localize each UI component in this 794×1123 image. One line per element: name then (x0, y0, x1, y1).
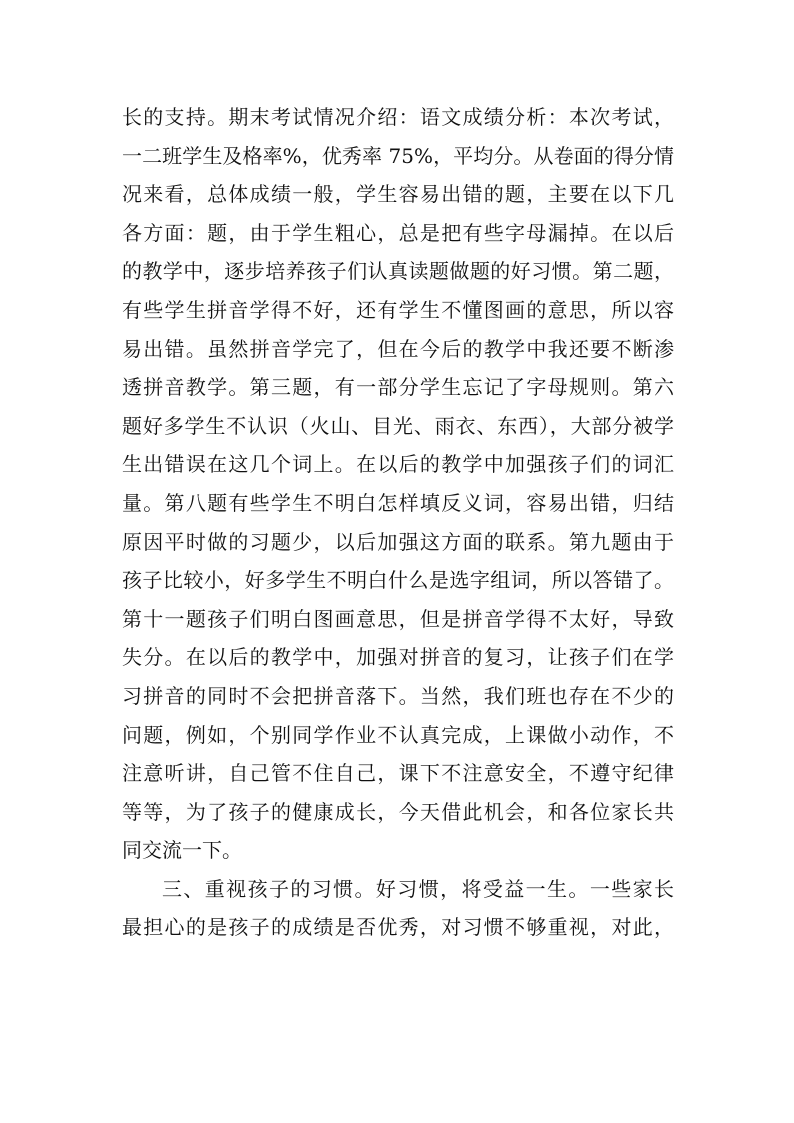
text-line: 透拼音教学。第三题，有一部分学生忘记了字母规则。第六 (122, 375, 674, 400)
text-line: 一二班学生及格率%，优秀率 75%，平均分。从卷面的得分情 (122, 143, 674, 168)
text-line: 失分。在以后的教学中，加强对拼音的复习，让孩子们在学 (122, 645, 674, 670)
text-line: 最担心的是孩子的成绩是否优秀，对习惯不够重视，对此， (122, 915, 674, 940)
text-line: 等等，为了孩子的健康成长，今天借此机会，和各位家长共 (122, 799, 674, 824)
text-line: 长的支持。期末考试情况介绍：语文成绩分析：本次考试， (122, 105, 674, 129)
text-line: 孩子比较小，好多学生不明白什么是选字组词，所以答错了。 (122, 568, 674, 593)
text-line: 况来看，总体成绩一般，学生容易出错的题，主要在以下几 (122, 182, 674, 207)
text-line: 有些学生拼音学得不好，还有学生不懂图画的意思，所以容 (122, 297, 674, 322)
text-line: 三、重视孩子的习惯。好习惯，将受益一生。一些家长 (162, 876, 674, 901)
text-line: 各方面：题，由于学生粗心，总是把有些字母漏掉。在以后 (122, 220, 674, 245)
text-line: 易出错。虽然拼音学完了，但在今后的教学中我还要不断渗 (122, 336, 674, 361)
text-line: 习拼音的同时不会把拼音落下。当然，我们班也存在不少的 (122, 683, 674, 708)
paragraph-exam-analysis (122, 98, 674, 870)
text-line: 的教学中，逐步培养孩子们认真读题做题的好习惯。第二题， (122, 259, 674, 284)
text-line: 原因平时做的习题少，以后加强这方面的联系。第九题由于 (122, 529, 674, 554)
text-line: 生出错误在这几个词上。在以后的教学中加强孩子们的词汇 (122, 452, 674, 477)
text-line: 第十一题孩子们明白图画意思，但是拼音学得不太好，导致 (122, 606, 674, 631)
text-line: 同交流一下。 (122, 838, 242, 863)
text-line: 问题，例如，个别同学作业不认真完成，上课做小动作，不 (122, 722, 674, 747)
body-text (122, 98, 674, 947)
text-line: 量。第八题有些学生不明白怎样填反义词，容易出错，归结 (122, 490, 674, 515)
paragraph-habits (122, 870, 674, 947)
text-line: 注意听讲，自己管不住自己，课下不注意安全，不遵守纪律 (122, 761, 674, 786)
text-line: 题好多学生不认识（火山、目光、雨衣、东西），大部分被学 (122, 413, 674, 438)
